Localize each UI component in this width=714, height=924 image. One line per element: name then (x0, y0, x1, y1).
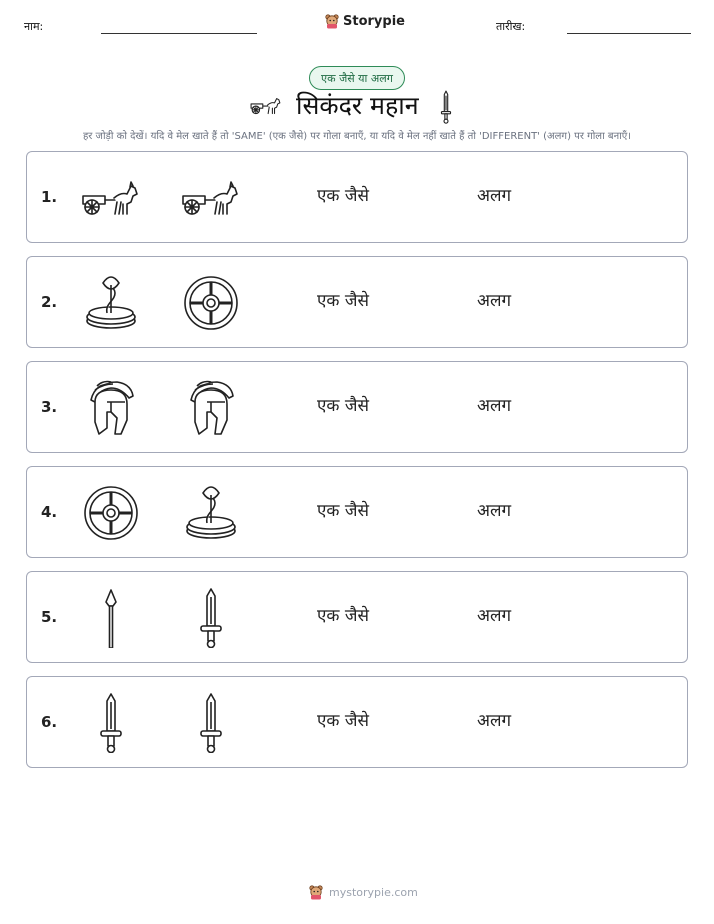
different-option[interactable]: अलग (477, 291, 512, 311)
same-option[interactable]: एक जैसे (317, 606, 369, 626)
snake-icon (81, 273, 141, 333)
chariot-icon (250, 94, 282, 116)
different-option[interactable]: अलग (477, 396, 512, 416)
question-row (26, 676, 688, 768)
same-option[interactable]: एक जैसे (317, 501, 369, 521)
spear-icon (81, 588, 141, 648)
question-number: 4. (41, 503, 58, 521)
sword-icon (81, 693, 141, 753)
same-option[interactable]: एक जैसे (317, 186, 369, 206)
question-number: 3. (41, 398, 58, 416)
helmet-icon (181, 378, 241, 438)
storypie-bear-icon (308, 884, 324, 900)
footer (308, 884, 418, 900)
shield-icon (181, 273, 241, 333)
sword-icon (181, 588, 241, 648)
question-number: 2. (41, 293, 58, 311)
same-option[interactable]: एक जैसे (317, 711, 369, 731)
different-option[interactable]: अलग (477, 606, 512, 626)
shield-icon (81, 483, 141, 543)
question-row (26, 361, 688, 453)
question-number: 1. (41, 188, 58, 206)
question-number: 5. (41, 608, 58, 626)
question-number: 6. (41, 713, 58, 731)
snake-icon (181, 483, 241, 543)
date-line[interactable] (567, 33, 691, 34)
question-row (26, 571, 688, 663)
brand-name: Storypie (343, 13, 405, 29)
footer-website: mystorypie.com (329, 885, 418, 899)
title-row (0, 88, 714, 126)
storypie-bear-icon (324, 13, 340, 29)
same-option[interactable]: एक जैसे (317, 396, 369, 416)
chariot-icon (81, 168, 141, 228)
worksheet-title: सिकंदर महान (296, 91, 419, 120)
different-option[interactable]: अलग (477, 501, 512, 521)
name-line[interactable] (101, 33, 257, 34)
different-option[interactable]: अलग (477, 711, 512, 731)
chariot-icon (181, 168, 241, 228)
date-label: तारीख: (496, 20, 526, 33)
same-option[interactable]: एक जैसे (317, 291, 369, 311)
name-label: नाम: (24, 20, 44, 33)
question-row (26, 466, 688, 558)
sword-icon (439, 90, 453, 124)
question-row (26, 151, 688, 243)
worksheet-type-badge: एक जैसे या अलग (309, 66, 405, 90)
brand-logo (324, 13, 405, 29)
question-row (26, 256, 688, 348)
helmet-icon (81, 378, 141, 438)
different-option[interactable]: अलग (477, 186, 512, 206)
instructions-text: हर जोड़ी को देखें। यदि वे मेल खाते हैं तो 'SAME' (एक जैसे) पर गोला बनाएँ, या यदि वे मेल नहीं खाते हैं तो 'DIFFERENT' (अलग) पर गोला बनाएँ। (82, 131, 632, 142)
sword-icon (181, 693, 241, 753)
